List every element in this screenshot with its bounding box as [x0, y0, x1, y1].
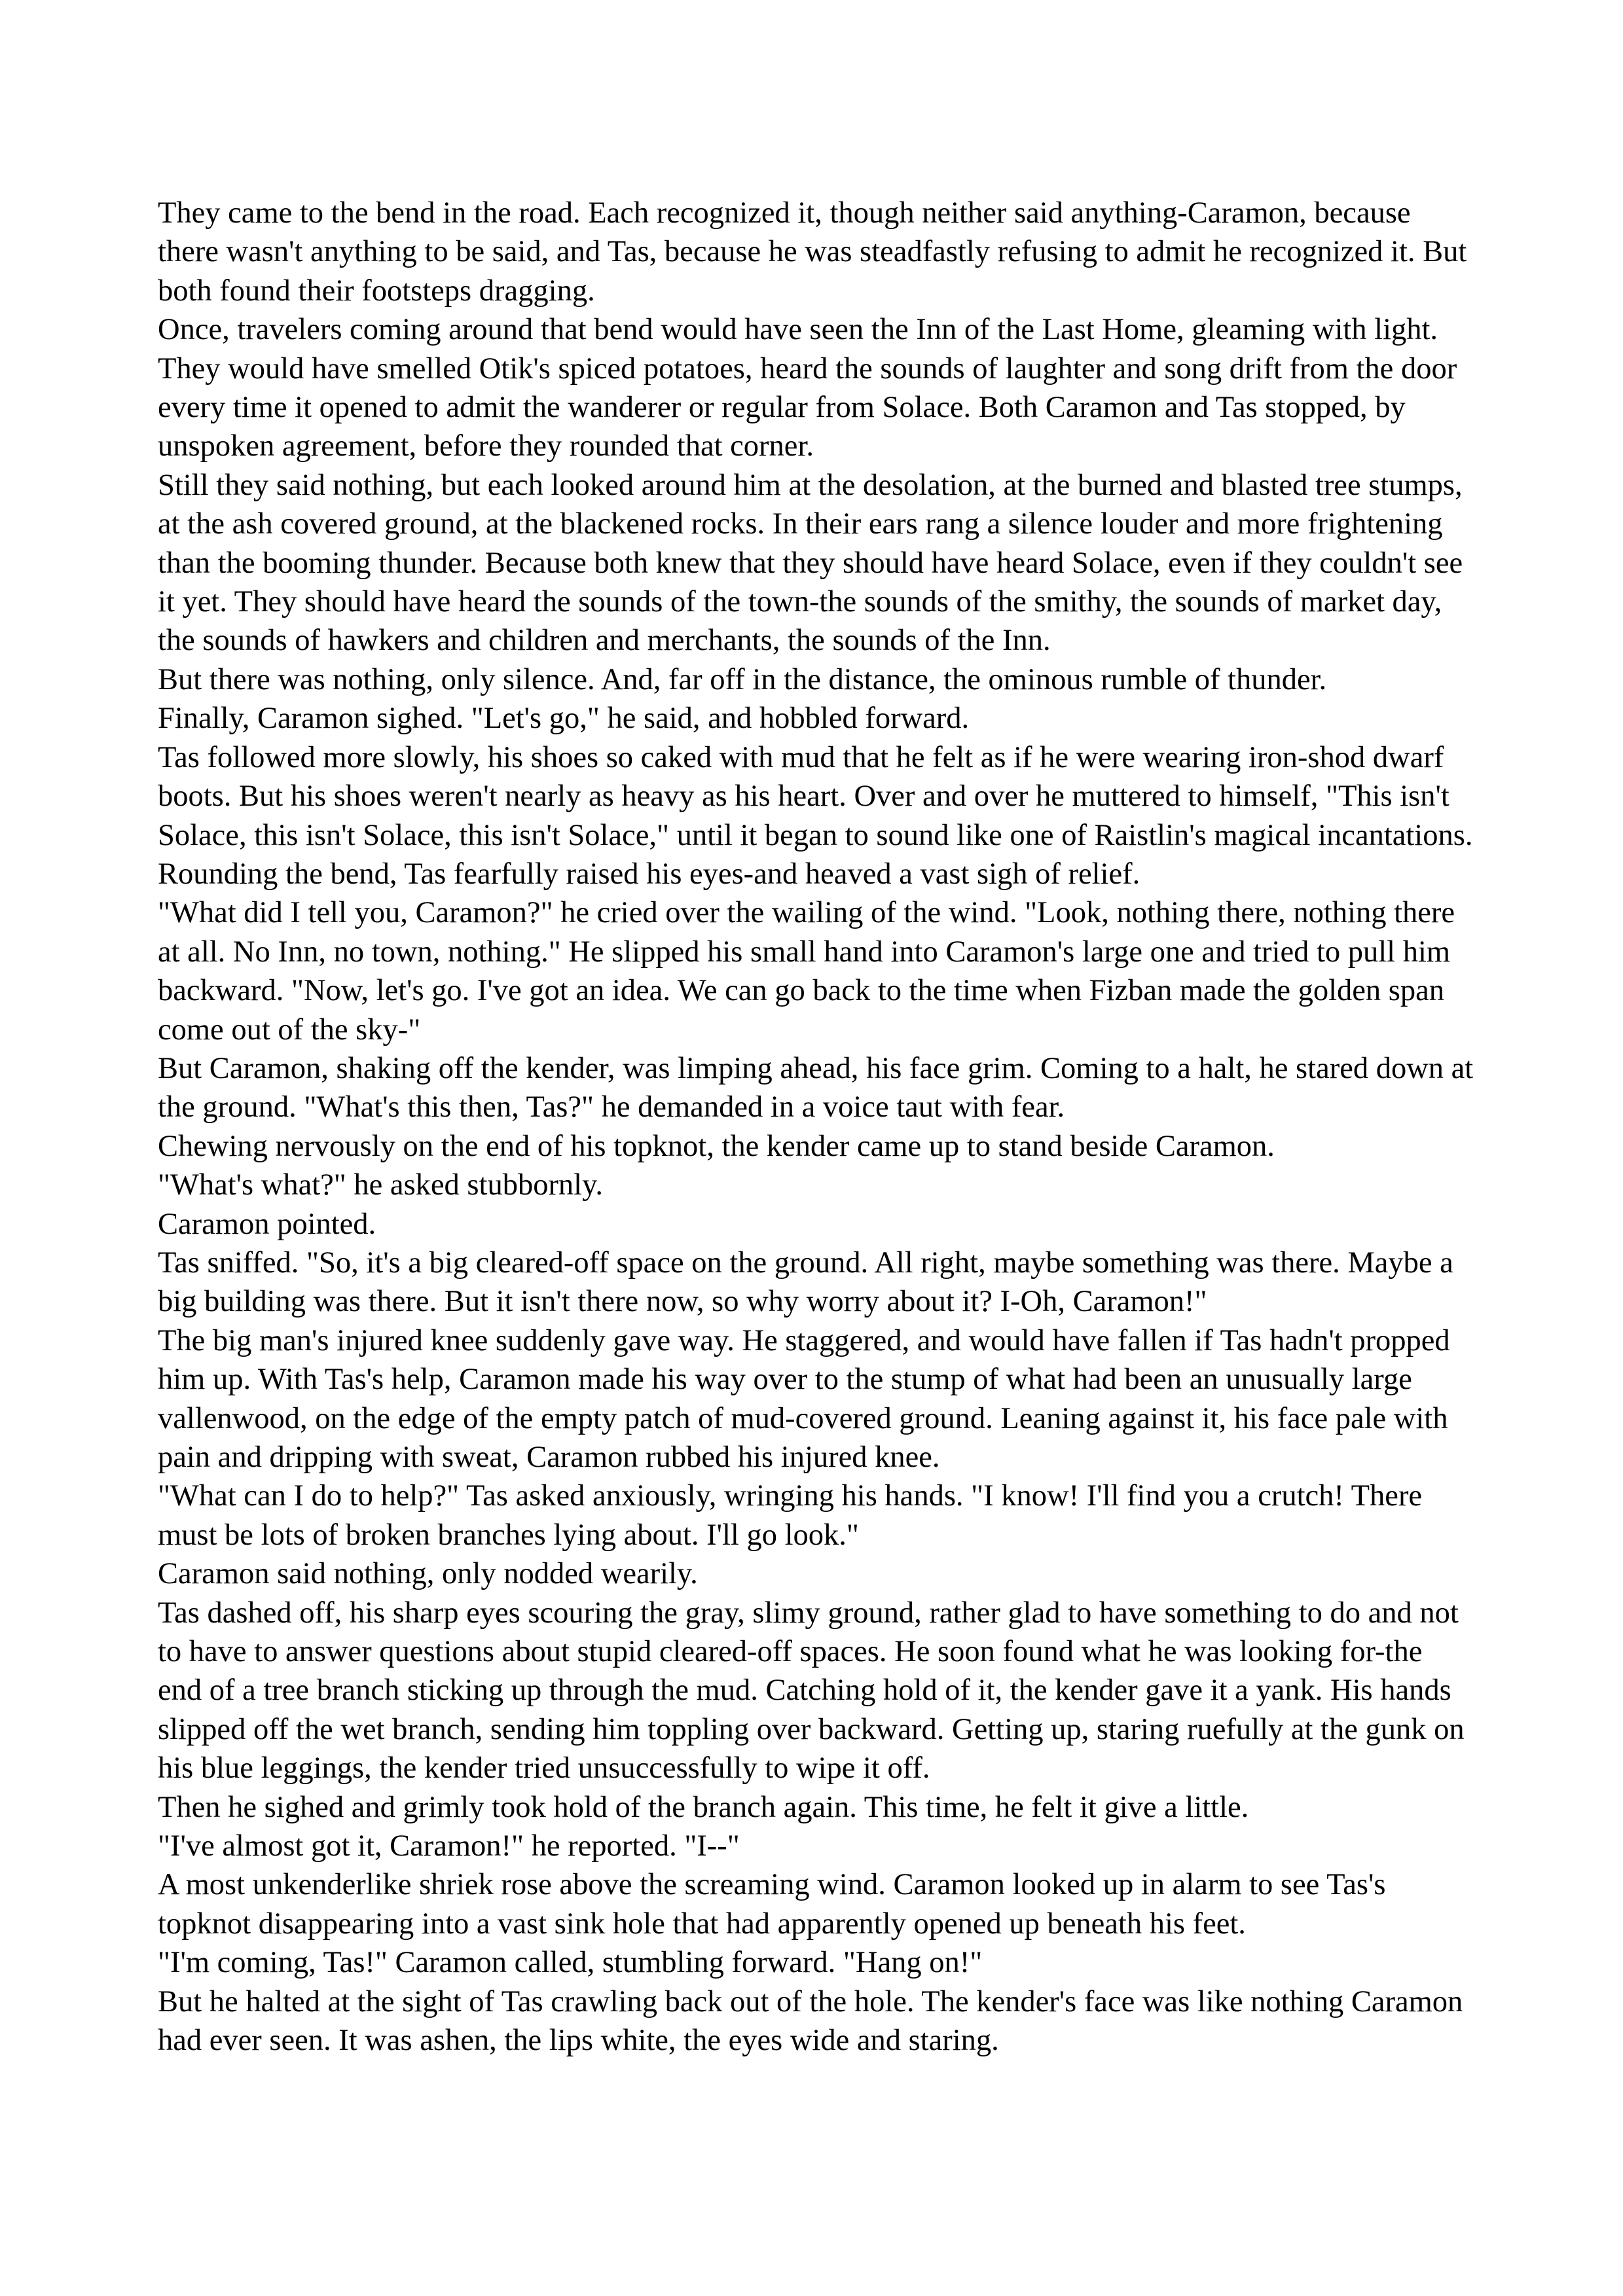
- paragraph: They came to the bend in the road. Each recognized it, though neither said anything-Caramon, because there wasn't anything to be said, and Tas, because he was steadfastly refusing to admit he recognized it. But both found their footsteps dragging.: [158, 196, 1467, 308]
- paragraph: Once, travelers coming around that bend would have seen the Inn of the Last Home, gleaming with light. They would have smelled Otik's spiced potatoes, heard the sounds of laughter and song drift from the door every time it opened to admit the wanderer or regular from Solace. Both Caramon and Tas stopped, by unspoken agreement, before they rounded that corner.: [158, 313, 1457, 463]
- paragraph: Caramon said nothing, only nodded wearily.: [158, 1557, 698, 1591]
- paragraph: Rounding the bend, Tas fearfully raised his eyes-and heaved a vast sigh of relief.: [158, 857, 1140, 891]
- paragraph: Tas followed more slowly, his shoes so caked with mud that he felt as if he were wearing iron-shod dwarf boots. But his shoes weren't nearly as heavy as his heart. Over and over he muttered to himself, "This isn't Solace, this isn't Solace, this isn't Solace," until it began to sound like one of Raistlin's magical incantations.: [158, 740, 1473, 852]
- paragraph: "What can I do to help?" Tas asked anxiously, wringing his hands. "I know! I'll find you a crutch! There must be lots of broken branches lying about. I'll go look.": [158, 1479, 1423, 1552]
- paragraph: The big man's injured knee suddenly gave way. He staggered, and would have fallen if Tas hadn't propped him up. With Tas's help, Caramon made his way over to the stump of what had been an unusually large vallenwood, on the edge of the empty patch of mud-covered ground. Leaning against it, his face pale with pain and dripping with sweat, Caramon rubbed his injured knee.: [158, 1323, 1450, 1474]
- paragraph: Chewing nervously on the end of his topknot, the kender came up to stand beside Caramon.: [158, 1129, 1275, 1163]
- paragraph: "What's what?" he asked stubbornly.: [158, 1168, 603, 1202]
- paragraph: Tas sniffed. "So, it's a big cleared-off space on the ground. All right, maybe something was there. Maybe a big building was there. But it isn't there now, so why worry about it? I-Oh, Caramon!": [158, 1246, 1453, 1319]
- paragraph: "What did I tell you, Caramon?" he cried over the wailing of the wind. "Look, nothing there, nothing there at all. No Inn, no town, nothing." He slipped his small hand into Caramon's large one and tried to pull him backward. "Now, let's go. I've got an idea. We can go back to the time when Fizban made the golden span come out of the sky-": [158, 896, 1455, 1047]
- body-text: [158, 194, 1474, 2060]
- paragraph: But there was nothing, only silence. And, far off in the distance, the ominous rumble of thunder.: [158, 662, 1327, 696]
- paragraph: Tas dashed off, his sharp eyes scouring the gray, slimy ground, rather glad to have something to do and not to have to answer questions about stupid cleared-off spaces. He soon found what he was looking for-the end of a tree branch sticking up through the mud. Catching hold of it, the kender gave it a yank. His hands slipped off the wet branch, sending him toppling over backward. Getting up, staring ruefully at the gunk on his blue leggings, the kender tried unsuccessfully to wipe it off.: [158, 1596, 1465, 1785]
- paragraph: Caramon pointed.: [158, 1207, 376, 1241]
- paragraph: A most unkenderlike shriek rose above the screaming wind. Caramon looked up in alarm to see Tas's topknot disappearing into a vast sink hole that had apparently opened up beneath his feet.: [158, 1868, 1386, 1941]
- paragraph: But he halted at the sight of Tas crawling back out of the hole. The kender's face was like nothing Caramon had ever seen. It was ashen, the lips white, the eyes wide and staring.: [158, 1984, 1463, 2058]
- paragraph: Still they said nothing, but each looked around him at the desolation, at the burned and blasted tree stumps, at the ash covered ground, at the blackened rocks. In their ears rang a silence louder and more frightening than the booming thunder. Because both knew that they should have heard Solace, even if they couldn't see it yet. They should have heard the sounds of the town-the sounds of the smithy, the sounds of market day, the sounds of hawkers and children and merchants, the sounds of the Inn.: [158, 468, 1463, 658]
- paragraph: Finally, Caramon sighed. "Let's go," he said, and hobbled forward.: [158, 702, 970, 736]
- paragraph: But Caramon, shaking off the kender, was limping ahead, his face grim. Coming to a halt, he stared down at the ground. "What's this then, Tas?" he demanded in a voice taut with fear.: [158, 1051, 1474, 1124]
- paragraph: "I've almost got it, Caramon!" he reported. "I--": [158, 1829, 740, 1863]
- paragraph: Then he sighed and grimly took hold of the branch again. This time, he felt it give a little.: [158, 1790, 1249, 1824]
- paragraph: "I'm coming, Tas!" Caramon called, stumbling forward. "Hang on!": [158, 1946, 983, 1980]
